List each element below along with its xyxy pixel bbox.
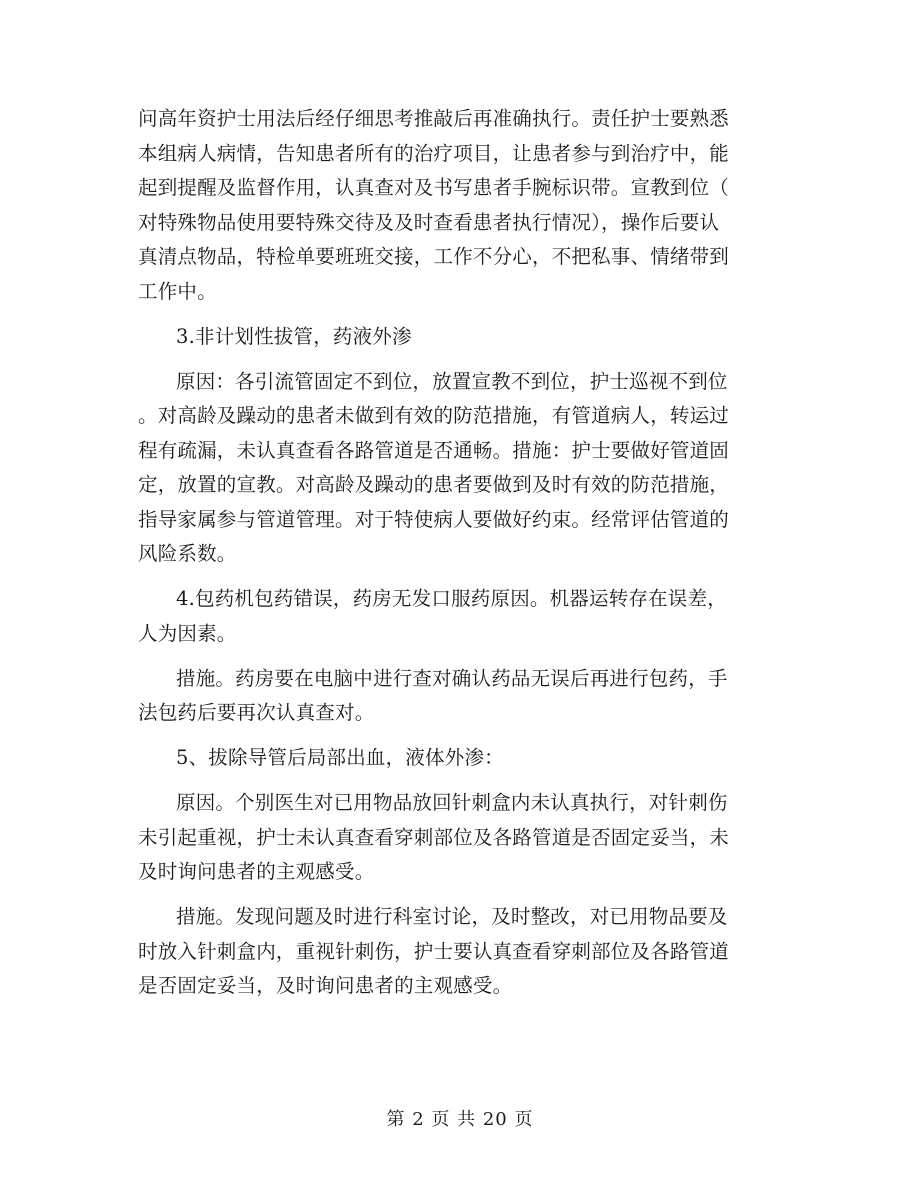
text-line: 未引起重视，护士未认真查看穿刺部位及各路管道是否固定妥当，未: [138, 825, 730, 849]
text-line: 原因：各引流管固定不到位，放置宣教不到位，护士巡视不到位: [176, 369, 728, 393]
section-heading-4: 4.包药机包药错误，药房无发口服药原因。机器运转存在误差，: [176, 587, 727, 610]
text-line: 本组病人病情，告知患者所有的治疗项目，让患者参与到治疗中，能: [138, 141, 730, 165]
document-body: [138, 102, 778, 1004]
text-line: 原因。个别医生对已用物品放回针刺盒内未认真执行，对针刺伤: [176, 791, 728, 814]
text-line: 人为因素。: [138, 621, 237, 645]
text-line: 时放入针刺盒内，重视针刺伤，护士要认真查看穿刺部位及各路管道: [138, 939, 730, 963]
section-heading-5: 5、拔除导管后局部出血，液体外渗：: [176, 746, 504, 769]
text-line: 。对高龄及躁动的患者未做到有效的防范措施，有管道病人，转运过: [138, 404, 730, 427]
text-line: 问高年资护士用法后经仔细思考推敲后再准确执行。责任护士要熟悉: [138, 107, 730, 130]
text-line: 措施。发现问题及时进行科室讨论，及时整改，对已用物品要及: [176, 905, 728, 928]
text-line: 定，放置的宣教。对高龄及躁动的患者要做到及时有效的防范措施，: [138, 473, 730, 496]
text-line: 措施。药房要在电脑中进行查对确认药品无误后再进行包药，手: [176, 666, 728, 690]
text-line: 工作中。: [138, 279, 217, 303]
text-line: 真清点物品，特检单要班班交接，工作不分心，不把私事、情绪带到: [138, 245, 730, 268]
text-line: 及时询问患者的主观感受。: [138, 860, 375, 883]
text-line: 起到提醒及监督作用，认真查对及书写患者手腕标识带。宣教到位（: [138, 176, 730, 199]
page-number-footer: 第 2 页 共 20 页: [386, 1109, 534, 1130]
text-line: 对特殊物品使用要特殊交待及及时查看患者执行情况），操作后要认: [138, 210, 720, 234]
text-line: 指导家属参与管道管理。对于特使病人要做好约束。经常评估管道的: [138, 507, 730, 531]
text-line: 法包药后要再次认真查对。: [138, 701, 375, 724]
text-line: 是否固定妥当，及时询问患者的主观感受。: [138, 974, 513, 997]
section-heading-3: 3.非计划性拔管，药液外渗: [176, 324, 412, 348]
text-line: 程有疏漏，未认真查看各路管道是否通畅。措施：护士要做好管道固: [138, 438, 730, 462]
text-line: 风险系数。: [138, 542, 237, 565]
